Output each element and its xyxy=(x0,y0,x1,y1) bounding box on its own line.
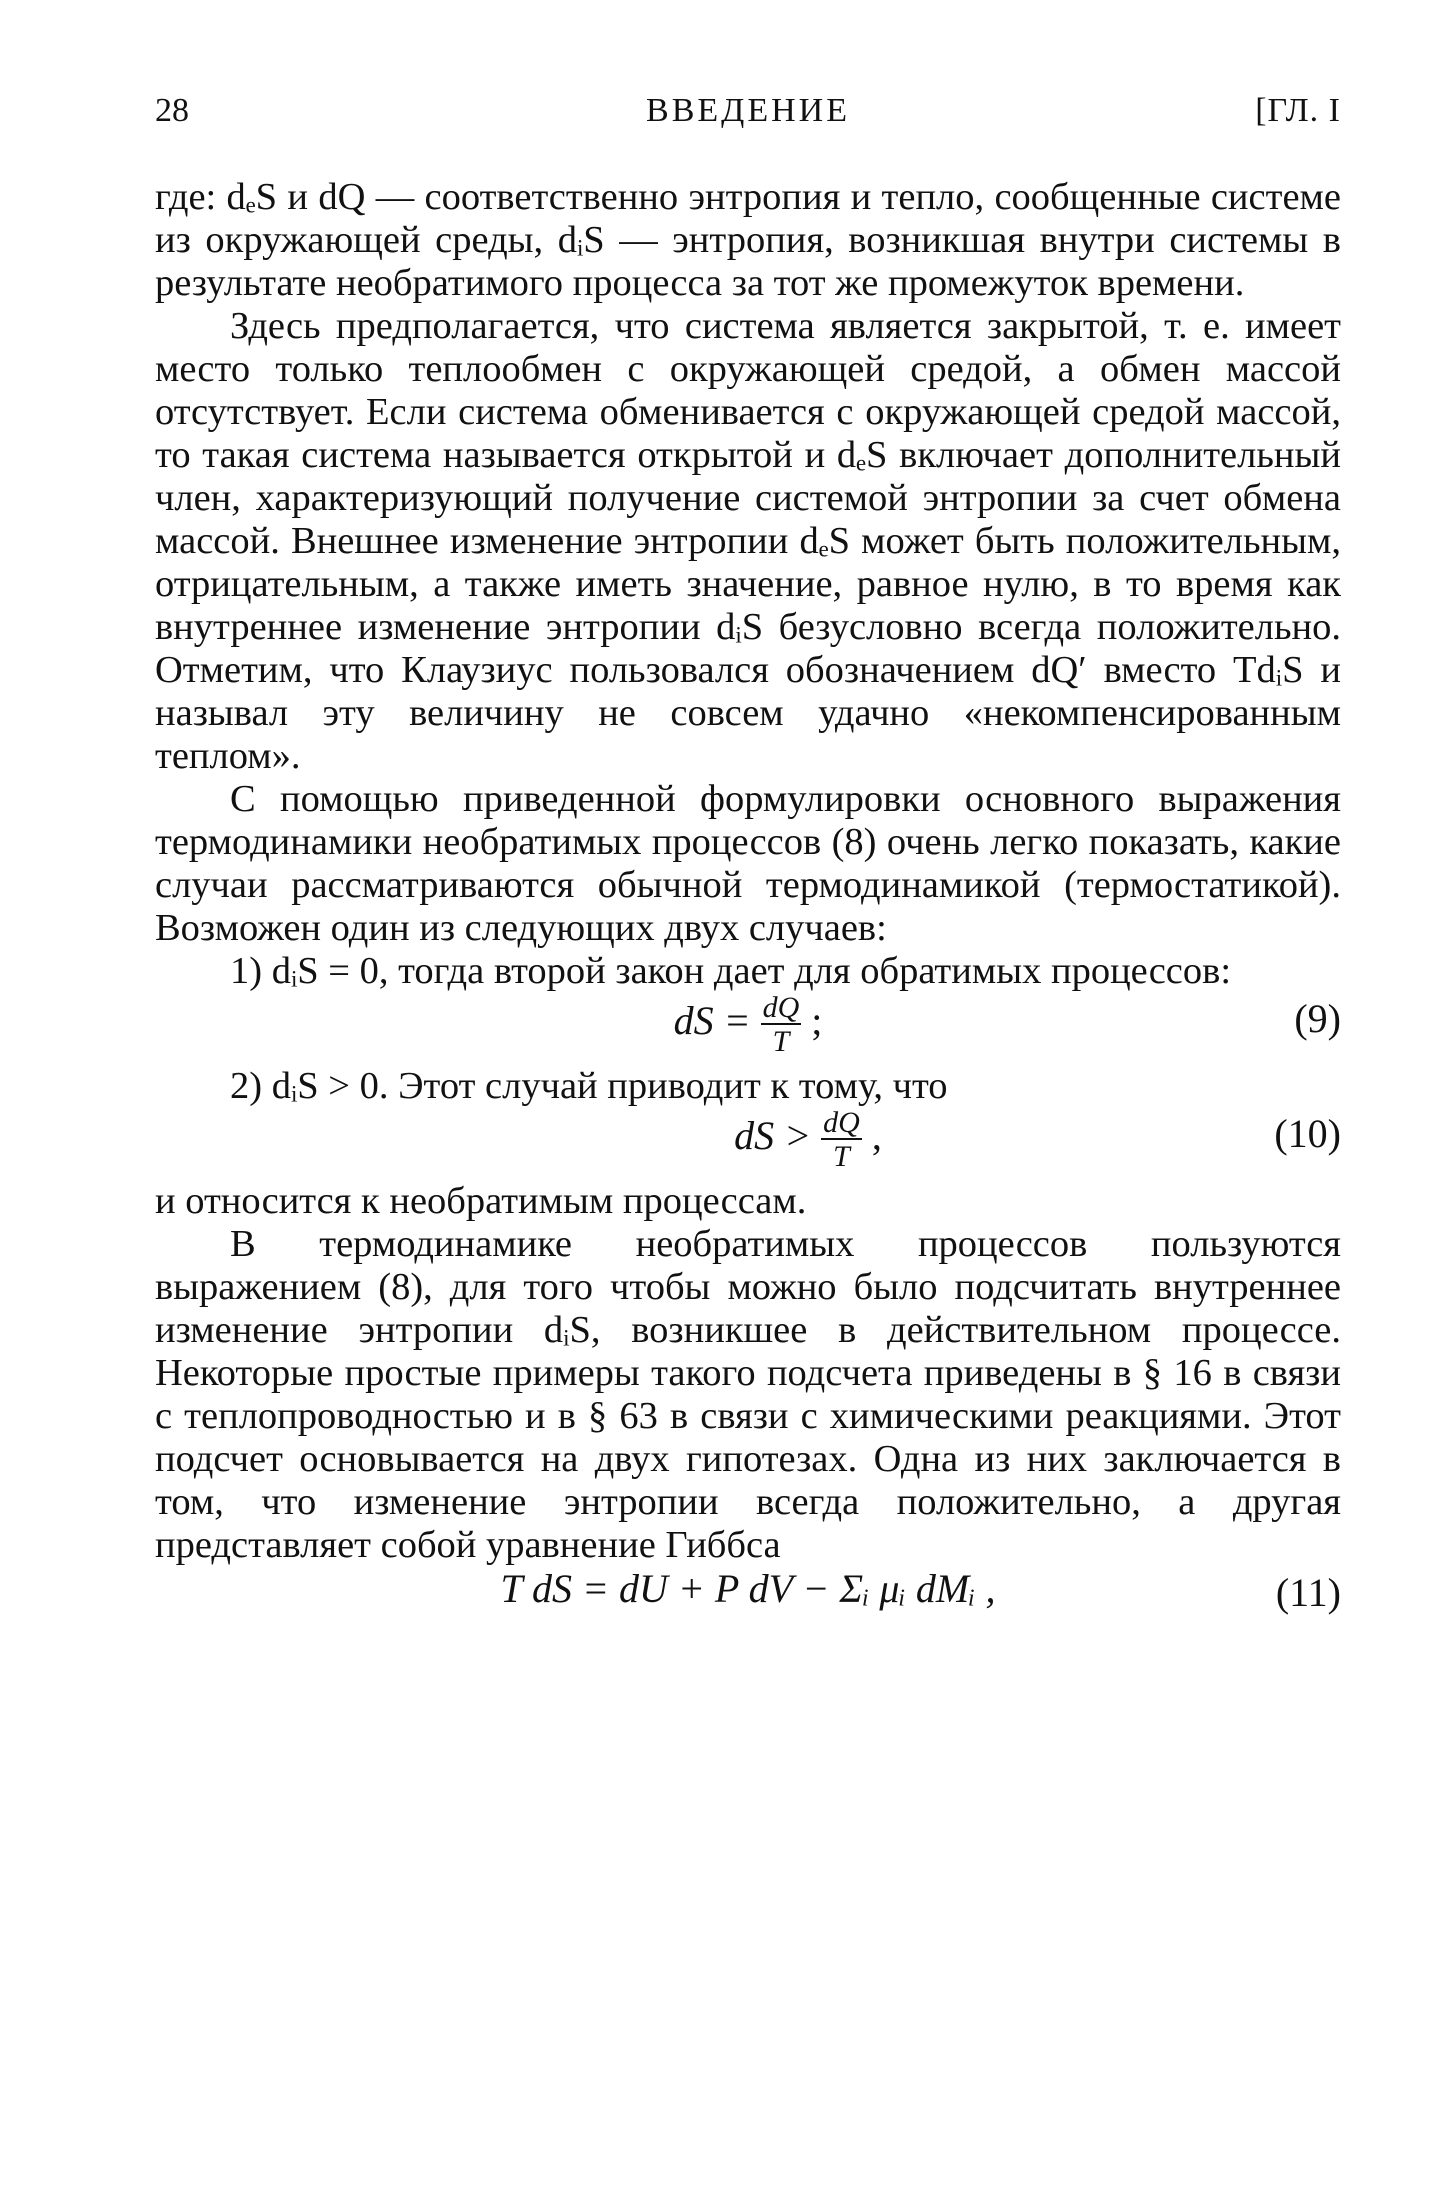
paragraph-5: В термодинамике необратимых процессов пользуются выражением (8), для того чтобы можно было подсчитать внутреннее изменение энтропии dᵢS, возникшее в действительном процессе. Некоторые простые примеры такого подсчета приведены в § 16 в связи с теплопроводностью и в § 63 в связи с химическими реакциями. Этот подсчет основывается на двух гипотезах. Одна из них заключается в том, что изменение энтропии всегда положительно, а другая представляет собой уравнение Гиббса xyxy=(155,1223,1341,1566)
eq9-number: (9) xyxy=(1294,996,1341,1041)
eq10-number: (10) xyxy=(1274,1111,1341,1156)
eq11-number: (11) xyxy=(1275,1570,1341,1615)
paragraph-1: где: dₑS и dQ — соответственно энтропия и тепло, сообщенные системе из окружающей среды, dᵢS — энтропия, возникшая внутри системы в результате необратимого процесса за тот же промежуток времени. xyxy=(155,176,1341,304)
chapter-label: [ГЛ. I xyxy=(1255,92,1341,129)
paragraph-4: и относится к необратимым процессам. xyxy=(155,1180,807,1222)
eq11-expression: T dS = dU + P dV − Σᵢ μᵢ dMᵢ , xyxy=(500,1566,996,1611)
eq10-numerator: dQ xyxy=(823,1106,860,1139)
eq9-denominator: T xyxy=(761,1023,802,1057)
equation-10 xyxy=(155,1108,1341,1180)
equation-9 xyxy=(155,993,1341,1065)
eq10-tail: , xyxy=(871,1113,882,1159)
equation-11 xyxy=(155,1567,1341,1639)
page-number: 28 xyxy=(155,92,189,129)
paragraph-3: С помощью приведенной формулировки основного выражения термодинамики необратимых процессов (8) очень легко показать, какие случаи рассматриваются обычной термодинамикой (термостатикой). Возможен один из следующих двух случаев: xyxy=(155,778,1341,949)
paragraph-2: Здесь предполагается, что система является закрытой, т. е. имеет место только теплообмен с окружающей средой, а обмен массой отсутствует. Если система обменивается с окружающей средой массой, то такая система называется открытой и dₑS включает дополнительный член, характеризующий получение системой энтропии за счет обмена массой. Внешнее изменение энтропии dₑS может быть положительным, отрицательным, а также иметь значение, равное нулю, в то время как внутреннее изменение энтропии dᵢS безусловно всегда положительно. Отметим, что Клаузиус пользовался обозначением dQ′ вместо TdᵢS и называл эту величину не совсем удачно «некомпенсированным теплом». xyxy=(155,305,1341,777)
eq10-lhs: dS > xyxy=(734,1113,812,1159)
eq9-numerator: dQ xyxy=(762,991,800,1024)
running-title: ВВЕДЕНИЕ xyxy=(646,92,850,129)
case-2-text: 2) dᵢS > 0. Этот случай приводит к тому, что xyxy=(230,1065,948,1107)
eq10-denominator: T xyxy=(821,1138,862,1172)
eq9-tail: ; xyxy=(811,998,823,1044)
case-1-text: 1) dᵢS = 0, тогда второй закон дает для обратимых процессов: xyxy=(230,950,1232,992)
page-body xyxy=(155,176,1341,1639)
eq9-fraction xyxy=(761,993,802,1057)
book-page xyxy=(155,92,1341,1639)
eq9-lhs: dS = xyxy=(673,998,751,1044)
eq10-fraction xyxy=(821,1108,862,1172)
running-header xyxy=(155,92,1341,142)
